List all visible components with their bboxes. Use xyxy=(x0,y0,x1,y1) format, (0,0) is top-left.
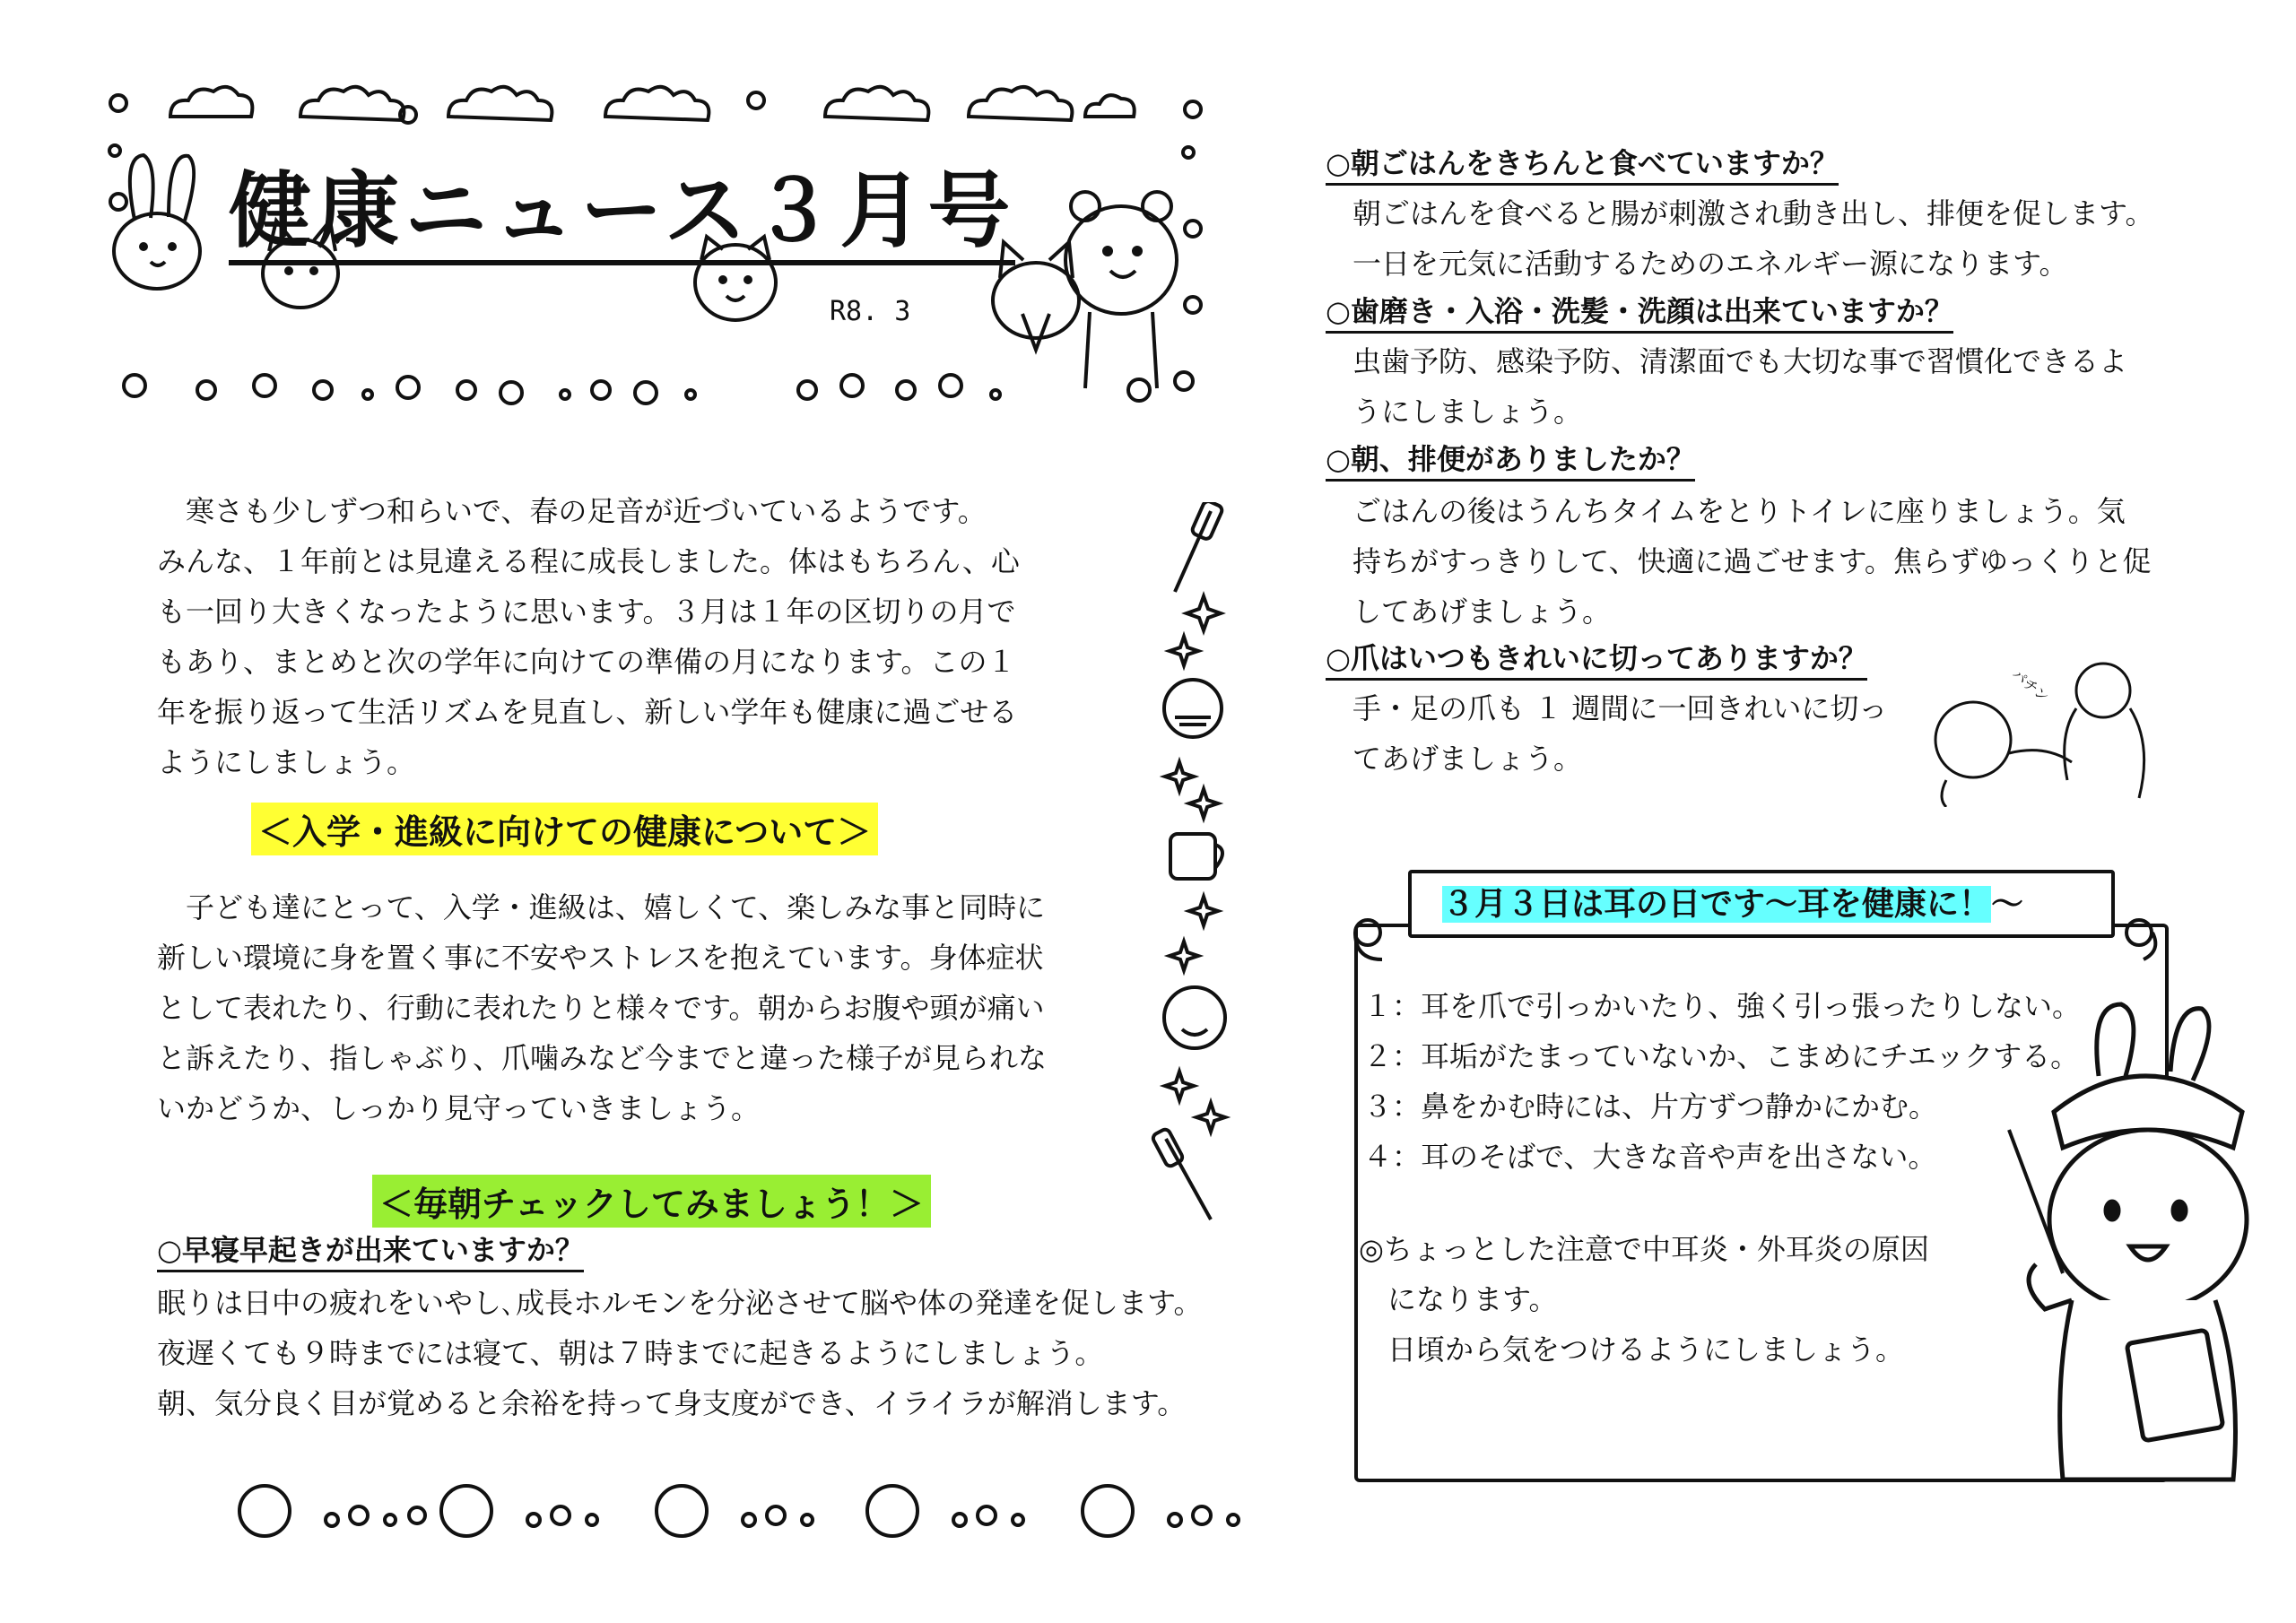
cloud-icon xyxy=(1085,95,1135,117)
list-item: ３：鼻をかむ時には、片方ずつ静かにかむ。 xyxy=(1363,1089,1938,1124)
child-face-icon xyxy=(1164,680,1222,737)
sparkle-icon xyxy=(1189,897,1218,925)
paragraph-line: 子ども達にとって、入学・進級は、嬉しくて、楽しみな事と同時に xyxy=(157,890,1046,924)
paragraph-line: てあげましょう。 xyxy=(1352,742,1583,776)
intro-line: も一回り大きくなったように思います。３月は１年の区切りの月で xyxy=(157,595,1016,629)
intro-line: ようにしましょう。 xyxy=(157,745,416,779)
ear-care-list xyxy=(1363,981,2081,1182)
nail-cutting-illustration xyxy=(1910,655,2170,807)
title-underline xyxy=(229,262,919,265)
bunny-character-icon xyxy=(114,155,200,289)
cloud-icon xyxy=(825,87,928,120)
paragraph-line: 夜遅くても９時までには寝て、朝は７時までに起きるようにしましょう。 xyxy=(157,1336,1104,1370)
sparkle-icon xyxy=(1170,637,1198,665)
paragraph-line: いかどうか、しっかり見守っていきましょう。 xyxy=(157,1091,761,1125)
bear-character-icon xyxy=(1065,192,1177,388)
question-hygiene-body xyxy=(1352,336,2127,437)
flower-icon xyxy=(110,194,126,210)
paragraph-line: してあげましょう。 xyxy=(1352,595,1612,629)
flower-icon xyxy=(748,92,764,108)
nail-clip-sound-text: パチン xyxy=(2008,665,2053,706)
ear-care-note xyxy=(1359,1224,1929,1375)
paragraph-line: 朝ごはんを食べると腸が刺激され動き出し、排便を促します。 xyxy=(1352,196,2154,230)
list-item: ４：耳のそばで、大きな音や声を出さない。 xyxy=(1363,1140,1937,1174)
child-face-icon xyxy=(1164,987,1225,1048)
intro-line: みんな、１年前とは見違える程に成長しました。体はもちろん、心 xyxy=(157,544,1020,578)
bottom-decoration xyxy=(224,1471,1256,1560)
child-face-icon xyxy=(1083,1486,1133,1536)
ear-day-title-highlight: ３月３日は耳の日です～耳を健康に！ xyxy=(1442,886,1992,923)
bunny-nurse-illustration xyxy=(2000,995,2278,1497)
paragraph-line: 手・足の爪も １ 週間に一回きれいに切っ xyxy=(1352,691,1888,725)
paragraph-line: と訴えたり、指しゃぶり、爪噛みなど今までと違った様子が見られな xyxy=(157,1041,1048,1075)
sparkle-icon xyxy=(1196,1103,1225,1132)
toothbrush-icon xyxy=(1175,502,1223,592)
paragraph-line: 持ちがすっきりして、快適に過ごせます。焦らずゆっくりと促 xyxy=(1352,544,2152,578)
question-bowel-title: ○朝、排便がありましたか？ xyxy=(1326,439,1695,482)
sparkle-icon xyxy=(1189,789,1218,818)
section-enrollment-paragraph xyxy=(157,882,1047,1133)
paragraph-line: ◎ちょっとした注意で中耳炎・外耳炎の原因 xyxy=(1359,1232,1929,1266)
paragraph-line: として表れたり、行動に表れたりと様々です。朝からお腹や頭が痛い xyxy=(157,991,1045,1025)
paragraph-line: 虫歯予防、感染予防、清潔面でも大切な事で習慣化できるよ xyxy=(1352,344,2128,378)
paragraph-line: 眠りは日中の疲れをいやし､成長ホルモンを分泌させて脳や体の発達を促します。 xyxy=(157,1286,1203,1320)
paragraph-line: ごはんの後はうんちタイムをとりトイレに座りましょう。気 xyxy=(1352,494,2126,528)
intro-line: 年を振り返って生活リズムを見直し、新しい学年も健康に過ごせる xyxy=(157,695,1018,729)
question-nails-title: ○爪はいつもきれいに切ってありますか？ xyxy=(1326,638,1867,681)
cloud-icon xyxy=(605,87,709,120)
middle-decoration-column xyxy=(1148,502,1256,1237)
paragraph-line: 新しい環境に身を置く事に不安やストレスを抱えています。身体症状 xyxy=(157,941,1044,975)
sparkle-icon xyxy=(1170,942,1198,970)
question-sleep-body xyxy=(157,1278,1202,1428)
issue-date: R8. 3 xyxy=(830,296,911,327)
child-face-icon xyxy=(657,1486,707,1536)
cloud-icon xyxy=(300,87,404,120)
list-item: １：耳を爪で引っかいたり、強く引っ張ったりしない。 xyxy=(1363,989,2082,1023)
sparkle-icon xyxy=(1165,1072,1194,1100)
child-face-icon xyxy=(867,1486,918,1536)
page-title: 健康ニュース３月号 xyxy=(229,166,1015,265)
intro-paragraph xyxy=(157,486,1020,787)
cloud-icon xyxy=(170,87,252,117)
question-bowel-body xyxy=(1352,486,2152,637)
cup-icon xyxy=(1170,834,1222,879)
flower-row-decoration xyxy=(124,372,1193,404)
flower-icon xyxy=(110,95,126,111)
question-sleep-title: ○早寝早起きが出来ていますか？ xyxy=(157,1230,584,1272)
paragraph-line: になります。 xyxy=(1359,1282,1558,1316)
paragraph-line: 一日を元気に活動するためのエネルギー源になります。 xyxy=(1352,247,2068,281)
paragraph-line: うにしましょう。 xyxy=(1352,395,1583,429)
question-breakfast-title: ○朝ごはんをきちんと食べていますか？ xyxy=(1326,143,1839,186)
question-nails-body xyxy=(1352,683,1887,784)
child-face-icon xyxy=(441,1486,491,1536)
ear-day-title xyxy=(1442,879,2023,924)
intro-line: もあり、まとめと次の学年に向けての準備の月になります。この１ xyxy=(157,645,1016,679)
list-item: ２：耳垢がたまっていないか、こまめにチエックする。 xyxy=(1363,1039,2080,1073)
toothbrush-icon xyxy=(1152,1128,1211,1219)
flower-icon xyxy=(1185,221,1201,237)
ear-day-title-tail: ～ xyxy=(1991,886,2024,923)
cloud-icon xyxy=(448,87,552,120)
flower-icon xyxy=(1185,297,1201,313)
question-breakfast-body xyxy=(1352,188,2153,289)
paragraph-line: 朝、気分良く目が覚めると余裕を持って身支度ができ、イライラが解消します。 xyxy=(157,1386,1187,1420)
section-heading-morning-check: ＜毎朝チェックしてみましょう！＞ xyxy=(372,1175,931,1228)
cloud-icon xyxy=(969,87,1072,120)
section-heading-enrollment: ＜入学・進級に向けての健康について＞ xyxy=(251,803,878,855)
question-hygiene-title: ○歯磨き・入浴・洗髪・洗顔は出来ていますか？ xyxy=(1326,291,1953,334)
sparkle-icon xyxy=(1187,596,1221,630)
flower-icon xyxy=(1185,101,1201,117)
scroll-curl-decoration xyxy=(1332,901,1404,973)
child-face-icon xyxy=(239,1486,290,1536)
paragraph-line: 日頃から気をつけるようにしましょう。 xyxy=(1359,1332,1905,1367)
sparkle-icon xyxy=(1165,762,1194,791)
intro-line: 寒さも少しずつ和らいで、春の足音が近づいているようです。 xyxy=(157,494,987,528)
